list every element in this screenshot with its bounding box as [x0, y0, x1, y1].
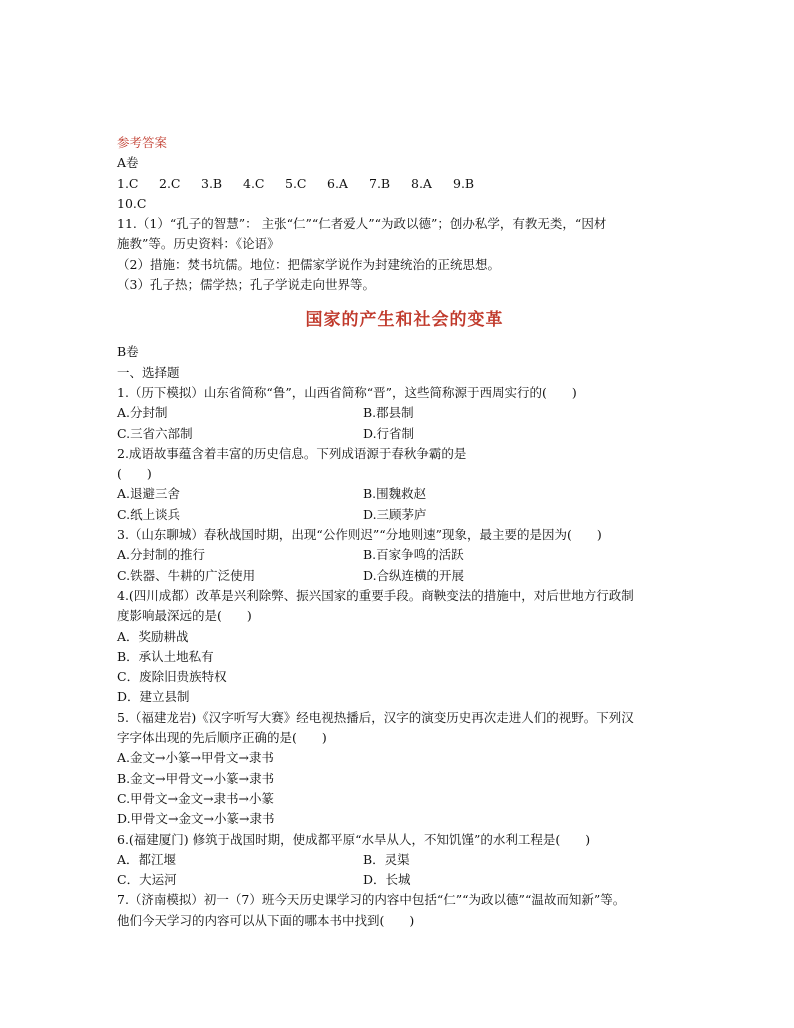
answer-row-1: [117, 174, 692, 194]
question-6-options-row-1: [117, 850, 692, 870]
option-c: C.甲骨文→金文→隶书→小篆: [117, 790, 275, 806]
volume-a-label: A卷: [117, 155, 139, 171]
question-1-options-row-1: [117, 403, 692, 423]
option-b: B．灵渠: [363, 851, 410, 867]
answer-item: 7.B: [369, 175, 391, 191]
answer-item: 5.C: [285, 175, 307, 191]
answer-item: 3.B: [201, 175, 223, 191]
question-1-stem: 1.（历下模拟）山东省简称“鲁”，山西省简称“晋”，这些简称源于西周实行的( ): [117, 384, 577, 400]
option-d: D．建立县制: [117, 689, 190, 705]
option-a: A．奖励耕战: [117, 628, 189, 644]
question-2-options-row-1: [117, 484, 692, 504]
answer-item: 9.B: [453, 175, 475, 191]
answer-item: 4.C: [243, 175, 265, 191]
option-a: A.分封制: [117, 405, 168, 421]
option-b: B.围魏救赵: [363, 486, 427, 502]
option-d: D.三顾茅庐: [363, 506, 427, 522]
option-c: C．大运河: [117, 872, 177, 888]
option-c: C．废除旧贵族特权: [117, 669, 227, 685]
option-d: D.甲骨文→金文→小篆→隶书: [117, 811, 275, 827]
question-3-stem: 3.（山东聊城）春秋战国时期，出现“公作则迟”“分地则速”现象，最主要的是因为( ): [117, 527, 602, 543]
option-b: B.郡县制: [363, 405, 414, 421]
document-content: [117, 133, 692, 931]
option-a: A.退避三舍: [117, 486, 181, 502]
answer-11-part1-line1: 11.（1）“孔子的智慧”： 主张“仁”“仁者爱人”“为政以德”；创办私学，有教无类，“因材: [117, 216, 607, 232]
question-1-options-row-2: [117, 424, 692, 444]
option-d: D.行省制: [363, 425, 415, 441]
answer-11-part2: （2）措施：焚书坑儒。地位：把儒家学说作为封建统治的正统思想。: [117, 256, 500, 272]
question-4-stem-line1: 4.(四川成都）改革是兴利除弊、振兴国家的重要手段。商鞅变法的措施中，对后世地方行政制: [117, 587, 634, 603]
part-one-heading: 一、选择题: [117, 364, 180, 380]
question-2-blank: ( ): [117, 466, 152, 482]
answer-11-part3: （3）孔子热；儒学热；孔子学说走向世界等。: [117, 277, 375, 293]
question-2-options-row-2: [117, 505, 692, 525]
answer-key-heading: 参考答案: [117, 135, 168, 150]
option-a: A.分封制的推行: [117, 547, 206, 563]
option-a: A．都江堰: [117, 851, 177, 867]
option-d: D．长城: [363, 872, 411, 888]
question-6-stem: 6.(福建厦门) 修筑于战国时期，使成都平原“水旱从人，不知饥馑”的水利工程是( ): [117, 831, 591, 847]
option-b: B.金文→甲骨文→小篆→隶书: [117, 770, 275, 786]
option-c: C.铁器、牛耕的广泛使用: [117, 567, 256, 583]
question-7-stem-line1: 7.（济南模拟）初一（7）班今天历史课学习的内容中包括“仁”“为政以德”“温故而知新”等。: [117, 892, 626, 908]
question-5-stem-line1: 5.（福建龙岩)《汉字听写大赛》经电视热播后，汉字的演变历史再次走进人们的视野。下列汉: [117, 709, 634, 725]
option-b: B．承认土地私有: [117, 648, 214, 664]
option-b: B.百家争鸣的活跃: [363, 547, 464, 563]
answer-item: 1.C: [117, 175, 139, 191]
question-7-stem-line2: 他们今天学习的内容可以从下面的哪本书中找到( ): [117, 912, 415, 928]
section-title: 国家的产生和社会的变革: [305, 310, 504, 331]
question-3-options-row-2: [117, 566, 692, 586]
answer-11-part1-line2: 施教”等。历史资料：《论语》: [117, 236, 280, 252]
option-c: C.纸上谈兵: [117, 506, 181, 522]
option-a: A.金文→小篆→甲骨文→隶书: [117, 750, 274, 766]
answer-row-2: 10.C: [117, 195, 147, 211]
volume-b-label: B卷: [117, 344, 139, 360]
answer-item: 2.C: [159, 175, 181, 191]
option-d: D.合纵连横的开展: [363, 567, 465, 583]
answer-item: 8.A: [411, 175, 432, 191]
option-c: C.三省六部制: [117, 425, 193, 441]
question-4-stem-line2: 度影响最深远的是( ): [117, 608, 252, 624]
question-2-stem: 2.成语故事蕴含着丰富的历史信息。下列成语源于春秋争霸的是: [117, 445, 467, 461]
question-5-stem-line2: 字字体出现的先后顺序正确的是( ): [117, 730, 327, 746]
question-3-options-row-1: [117, 545, 692, 565]
answer-item: 6.A: [327, 175, 348, 191]
question-6-options-row-2: [117, 870, 692, 890]
